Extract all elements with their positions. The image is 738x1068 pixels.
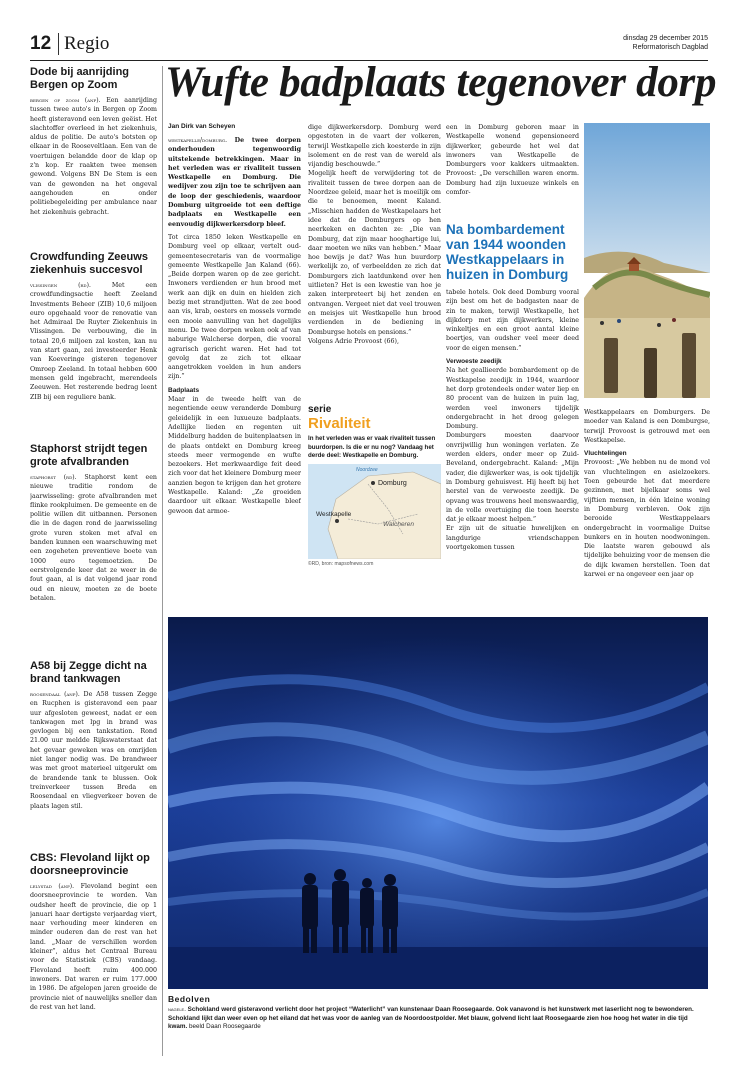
map-pin-domburg: [371, 481, 375, 485]
brief-headline: A58 bij Zegge dicht na brand tankwagen: [30, 660, 147, 685]
map-label-westkapelle: Westkapelle: [316, 510, 352, 518]
paragraph: tabele hotels. Ook deed Domburg vooral zijn best om het de badgasten naar de zin te maken, terwijl Westkapelle, het dijkdorp met zijn dijkwerkers, kleine winkeltjes en een groot aantal kleine boertjes, van oudsher veel meer deed voor de eigen mensen.”: [446, 289, 579, 352]
map-credit: ©RD, bron: mapsofnews.com: [308, 560, 374, 567]
caption-title: Bedolven: [168, 994, 211, 1004]
byline: Jan Dirk van Scheyen: [168, 123, 236, 130]
paragraph: Westkappelaars en Domburgers. De moeder van Kaland is een Domburgse, terwijl Provoost is getrouwd met een Westkapelse.: [584, 409, 710, 444]
brief-dateline: roosendaal (anp).: [30, 691, 80, 698]
brief-headline: Crowdfunding Zeeuws ziekenhuis succesvol: [30, 251, 148, 276]
brief-dateline: lelystad (anp).: [30, 883, 75, 890]
paragraph: Volgens Adrie Provoost (66),: [308, 337, 400, 345]
photo-caption-block: [168, 994, 708, 1032]
beachgoer: [617, 319, 621, 323]
paragraph: Tot circa 1850 leken Westkapelle en Domburg veel op elkaar, vertelt oud-gemeentesecretaris van de voormalige gemeente Westkapelle Jan Kaland (66). „Beide dorpen waren op de zee gericht. Inwoners verdienden er hun brood met werk aan dijk en duin en hielden zich bezig met strandjutten. Wat de zee bood aan vis, krab, oesters en mossels vormde een mooie aanvulling van het dagelijks menu. De twee dorpen weken ook af van naburige Walcherse dorpen, die vooral agrarisch gericht waren. Het had tot gevolg dat ze zich tot elkaar aangetrokken voelden in hun anders zijn.”: [168, 233, 301, 381]
article-column-1: [168, 123, 301, 590]
waterlicht-photo: [168, 617, 708, 989]
map-label-domburg: Domburg: [378, 479, 407, 487]
brief-headline: Dode bij aanrijding Bergen op Zoom: [30, 66, 130, 91]
paper-name: Reformatorisch Dagblad: [632, 44, 708, 51]
beachgoer: [600, 321, 604, 325]
series-description: In het verleden was er vaak rivaliteit tussen buurdorpen. Is die er nu nog? Vandaag het derde deel: Westkapelle en Domburg.: [308, 435, 436, 459]
beach-photo: [584, 123, 710, 398]
paragraph: een in Domburg geboren maar in Westkapelle wonend gepensioneerd dijkwerker, gebeurde het wel dat inwoners van Westkapelle de Domburgers voor kakkers uitmaakten. Provoost: „De verschillen waren enorm. Domburg had zijn luxueuze winkels en comfor-: [446, 124, 579, 197]
article-dateline: westkapelle/domburg.: [168, 137, 228, 144]
groyne-post: [604, 338, 618, 393]
header-date-block: [623, 34, 708, 52]
brief-dateline: vlissingen (rd).: [30, 282, 91, 289]
brief-headline: Staphorst strijdt tegen grote afvalbranden: [30, 443, 148, 468]
brief-dateline: staphorst (rd).: [30, 474, 77, 481]
paragraph: Domburgers moesten daarvoor onvrijwillig hun woningen verlaten. Ze werden elders, onder meer op Zuid-Beveland, ondergebracht. Kaland: „Mijn vader, die dijkwerker was, is ook tijdelijk in Domburg gehuisvest. Hij heeft bij het herstel van de verwoeste zeedijk. De opvang was trouwens heel menswaardig, in de volle overtuiging die toen heerste dat je elkaar moest helpen.”: [446, 432, 579, 524]
brief-dateline: bergen op zoom (anp).: [30, 97, 101, 104]
caption-dateline: nagele.: [168, 1007, 186, 1013]
brief-body: staphorst (rd). Staphorst kent een nieuwe traditie rondom de jaarwisseling: grote afvalbranden met flinke rookpluimen. De gemeente en de politie willen dit uitbannen. Personen die in de dagen rond de jaarwisseling grote vuren stoken met afval en banden kunnen een waarschuwing met een zogeheten preventieve boete van 1000 euro tegemoetzien. De eerstvolgende keer dat ze weer in de fout gaan, al is dat volgend jaar rond oud en nieuw, moeten ze de boete betalen.: [30, 474, 157, 602]
paragraph: Mogelijk heeft de verwijdering tot de rivaliteit tussen de twee dorpen aan de Noordzee geleid, maar het is moeilijk om die te benoemen, meent Kaland. „Misschien hadden de Westkapelaars het idee dat de Domburgers op hen neerkeken en dachten ze: „Die van Domburg, dat zijn maar hooghartige lui, daar moeten we niks van hebben.” Maar hoe bewijs je dat? Was hun buurdorp werkelijk zo, of verbeeldden ze zich dat Domburgers zich laatdunkend over hen uitlieten? Het is een kwestie van hoe je zaken interpreteert bij het zenden en ontvangen. Vergeet niet dat veel trouwen en meisjes uit Westkapelle hun brood verdienden in de bediening in Domburgse hotels en pensions.”: [308, 170, 441, 336]
subheading: Verwoeste zeedijk: [446, 358, 502, 366]
series-label: serie: [308, 404, 332, 415]
series-box: [308, 404, 441, 594]
article-headline: Wufte badplaats tegenover dorp: [165, 59, 717, 106]
brief-5: [30, 852, 157, 1067]
paragraph: Na het geallieerde bombardement op de Westkapelse zeedijk in 1944, waardoor het dorp grotendeels onder water liep en 80 procent van de huizen in puin lag, werden veel inwoners tijdelijk ondergebracht in het droog gelegen Domburg.: [446, 367, 579, 431]
region-map: [308, 464, 441, 559]
paragraph: Provoost: „We hebben nu de mond vol van vluchtelingen en asielzoekers. Toen gebeurde het dat meerdere gezinnen, met bijelkaar soms wel vijftien mensen, in één kleine woning in Domburg verbleven. Ook zijn berooide Westkappelaars ondergebracht in voormalige Duitse bunkers en in houten noodwoningen. Die laatste waren gebouwd als tijdelijke behuizing voor de mensen die de dijk kwamen herstellen. Toen dat karwei er na ongeveer een jaar op: [584, 459, 710, 579]
subheading: Badplaats: [168, 386, 200, 394]
series-name: Rivaliteit: [308, 415, 371, 432]
news-briefs-column: [30, 66, 157, 1056]
groyne-post: [644, 348, 657, 398]
article-column-4: [584, 408, 710, 592]
brief-3: [30, 443, 157, 648]
issue-date: dinsdag 29 december 2015: [623, 35, 708, 42]
brief-body: bergen op zoom (anp). Een aanrijding tussen twee auto's in Bergen op Zoom heeft gisteravond een leven geëist. Het slachtoffer overleed in het ziekenhuis, aldus de politie. De auto's botsten op elkaar in de Rooseveltlaan. Een van de voertuigen belandde door de klap op z'n kop. Er raakten twee mensen gewond. Volgens BN De Stem is een van de gewonden na het ongeval aangehouden en onder politiebegeleiding per ambulance naar het ziekenhuis gebracht.: [30, 97, 157, 216]
beach-house: [629, 263, 639, 271]
article-column-3-bottom: [446, 288, 579, 592]
brief-2: [30, 251, 157, 431]
photo-credit: beeld Daan Roosegaarde: [189, 1023, 261, 1030]
brief-body: roosendaal (anp). De A58 tussen Zegge en Rucphen is gisteravond een paar uur afgesloten geweest, nadat er een tankwagen met lpg in brand was gevlogen bij een tankstation. Rond 21.00 uur meldde Rijkswaterstaat dat het gevaar geweken was en omrijden niet langer nodig was. De brandweer was met groot materieel uitgerukt om de brandende tank te blussen. Ook treinverkeer tussen Breda en Roosendaal en vliegverkeer boven de plaats lagen stil.: [30, 691, 157, 810]
beachgoer: [672, 318, 676, 322]
map-pin-westkapelle: [335, 519, 339, 523]
lead-paragraph: westkapelle/domburg. De twee dorpen onderhouden tegenwoordig uitstekende betrekkingen. Maar in het verleden was er rivaliteit tussen Westkapelle en Domburg. Die wedijver zou zijn toe te schrijven aan de loop der geschiedenis, waardoor Domburg uitgroeide tot een deftige badplaats en Westkapelle een eenvoudig dijkwerkersdorp bleef.: [168, 137, 301, 228]
caption-text: nagele. Schokland werd gisteravond verlicht door het project “Waterlicht” van kunstenaar Daan Roosegaarde. Ook vanavond is het kunstwerk met laserlicht nog te bewonderen. Schokland lijkt dan weer even op het eiland dat het was voor de aanleg van de Noordoostpolder. Met blauw, golvend licht laat Roosegaarde zien hoe hoog het water in die tijd kwam. beeld Daan Roosegaarde: [168, 1006, 694, 1030]
paragraph: Er zijn uit de situatie huwelijken en langdurige vriendschappen voortgekomen tussen: [446, 525, 579, 552]
beachgoer: [657, 323, 661, 327]
article-column-3-top: [446, 123, 579, 219]
map-label-walcheren: Walcheren: [383, 520, 414, 528]
brief-1: [30, 66, 157, 231]
header-divider: [58, 33, 59, 55]
brief-headline: CBS: Flevoland lijkt op doorsneeprovincie: [30, 852, 150, 877]
groyne-post: [682, 333, 696, 398]
paragraph: Maar in de tweede helft van de negentiende eeuw veranderde Domburg geleidelijk in een luxueuze badplaats. Adellijke lieden en regenten uit Middelburg hadden de buitenplaatsen in de plaats ontdekt en Domburg kreeg steeds meer vermogende en wufte bezoekers. Het merkwaardige feit deed zich voor dat het kleinere Domburg meer aanzien begon te krijgen dan het grotere Westkapelle. Kaland: „Ze groeiden daardoor uit elkaar. Westkapelle bleef gewoon dat armoe-: [168, 396, 301, 515]
section-name: Regio: [64, 33, 110, 54]
brief-body: lelystad (anp). Flevoland begint een doorsneeprovincie te worden. Van oudsher heeft de provincie, die op 1 januari haar dertigste verjaardag viert, naar verhouding meer kinderen en minder ouderen dan de rest van het land. „Maar de verschillen worden kleiner”, aldus het Centraal Bureau voor de Statistiek (CBS) vandaag. Flevoland heeft ruim 400.000 inwoners. Dat waren er ruim 177.000 in 1986. De afgelopen jaren groeide de provincie niet of nauwelijks sneller dan de rest van het land.: [30, 883, 157, 1011]
sky: [584, 123, 710, 273]
pull-quote: Na bombardement van 1944 woonden Westkappelaars in huizen in Domburg: [446, 222, 569, 282]
brief-4: [30, 660, 157, 840]
map-label-sea: Noordzee: [356, 466, 378, 473]
sidebar-divider: [162, 66, 163, 1056]
brief-body: vlissingen (rd). Met een crowdfundingsactie heeft Zeeland Investments Beheer (ZIB) 10,6 miljoen euro opgehaald voor de renovatie van het Admiraal De Ruyter Ziekenhuis in Vlissingen. De verbouwing, die in totaal 20,6 miljoen zal kosten, kan nu van start gaan, zei investeerder Henk van Koeveringe gisteren tegenover Omroep Zeeland. In totaal hebben 600 mensen geld ingebracht, merendeels Zeeuwen. Het resterende bedrag leent ZIB bij een reguliere bank.: [30, 282, 157, 401]
column-text: [168, 136, 301, 586]
page-number: 12: [30, 33, 52, 54]
light-glow: [168, 617, 708, 989]
article-column-2: [308, 123, 441, 395]
subheading: Vluchtelingen: [584, 450, 627, 458]
ground: [168, 947, 708, 989]
paragraph: dige dijkwerkersdorp. Domburg werd opgestoten in de vaart der volkeren, terwijl Westkapelle zich koesterde in zijn isolement en de rest van de wereld als vijandig beschouwde.”: [308, 124, 441, 169]
